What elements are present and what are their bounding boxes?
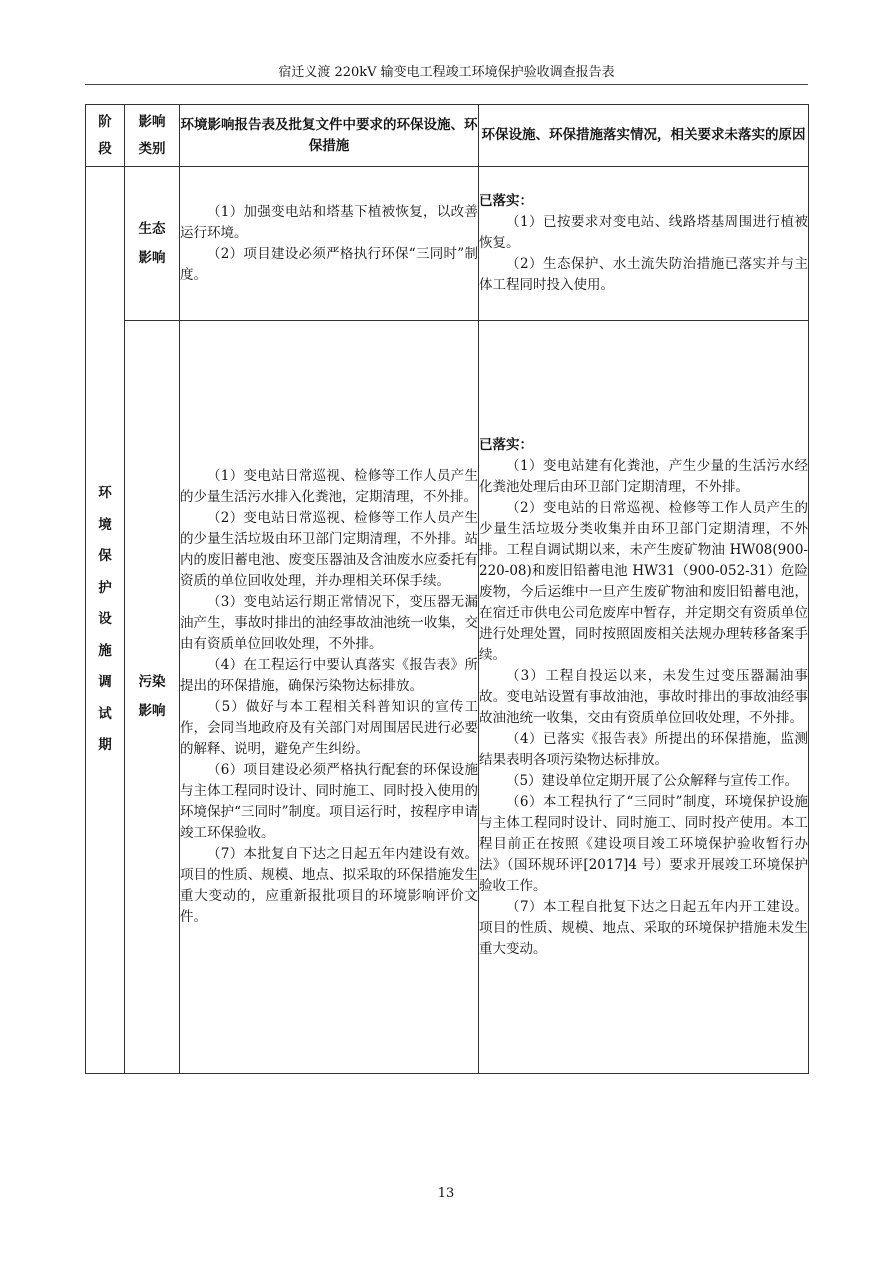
requirement-item: （6）项目建设必须严格执行配套的环保设施与主体工程同时设计、同时施工、同时投入使用的环境保护“三同时”制度。项目运行时，按程序申请竣工环保验收。 [180,762,478,841]
stage-char: 护 [98,579,112,596]
acceptance-table [85,104,809,1074]
impact-type-line: 生态 [138,220,166,237]
requirement-item: （4）在工程运行中要认真落实《报告表》所提出的环保措施，确保污染物达标排放。 [180,657,478,694]
requirement-item: （2）变电站日常巡视、检修等工作人员产生的少量生活垃圾由环卫部门定期清理，不外排。站内的废旧蓄电池、废变压器油及含油废水应委托有资质的单位回收处理，并办理相关环保手续。 [180,510,478,589]
header-requirements: 环境影响报告表及批复文件中要求的环保设施、环保措施 [180,105,479,167]
header-stage-line: 段 [98,140,112,157]
requirements-cell [180,167,479,321]
stage-char: 试 [98,705,112,722]
stage-char: 境 [98,516,112,533]
impact-type-cell [125,321,180,1074]
requirement-item: （3）变电站运行期正常情况下，变压器无漏油产生，事故时排出的油经事故油池统一收集，交由有资质单位回收处理，不外排。 [180,594,478,652]
document-header: 宿迁义渡 220kV 输变电工程竣工环境保护验收调查报告表 [278,65,615,80]
requirement-item: （7）本批复自下达之日起五年内建设有效。项目的性质、规模、地点、拟采取的环保措施发生重大变动的，应重新报批项目的环境影响评价文件。 [180,846,478,925]
requirement-item: （2）项目建设必须严格执行环保“三同时”制度。 [180,245,478,283]
impact-type-line: 影响 [138,703,166,719]
header-implementation: 环保设施、环保措施落实情况，相关要求未落实的原因 [479,105,809,167]
header-type-line: 影响 [138,113,166,130]
table-row-pollution [86,321,809,1074]
table-header-row [86,105,809,167]
header-stage-line: 阶 [98,113,112,130]
stage-char: 调 [98,674,112,691]
requirement-item: （1）加强变电站和塔基下植被恢复，以改善运行环境。 [180,203,478,241]
stage-cell [86,167,125,1074]
stage-char: 保 [98,548,112,565]
stage-char: 期 [98,737,112,754]
requirement-item: （5）做好与本工程相关科普知识的宣传工作，会同当地政府及有关部门对周围居民进行必要的解释、说明，避免产生纠纷。 [180,699,478,757]
impact-type-cell [125,167,180,321]
page-number: 13 [437,1186,455,1201]
requirement-item: （1）变电站日常巡视、检修等工作人员产生的少量生活污水排入化粪池，定期清理，不外排。 [180,468,478,505]
stage-char: 施 [98,642,112,659]
implemented-label: 已落实： [479,193,533,209]
header-type-line: 类别 [138,140,166,157]
implementation-item: （1）变电站建有化粪池，产生少量的生活污水经化粪池处理后由环卫部门定期清理，不外排。 [479,457,808,495]
stage-char: 环 [98,485,112,502]
impact-type-line: 污染 [138,674,166,690]
table-row-ecology [86,167,809,321]
implementation-item: （2）生态保护、水土流失防治措施已落实并与主体工程同时投入使用。 [479,256,808,293]
implementation-cell [479,321,809,1074]
implementation-item: （6）本工程执行了“三同时”制度，环境保护设施与主体工程同时设计、同时施工、同时投产使用。本工程目前正在按照《建设项目竣工环境保护验收暂行办法》（国环规环评[2017]4 号）要求开展竣工环境保护验收工作。 [479,793,808,894]
impact-type-line: 影响 [138,249,166,266]
implementation-item: （5）建设单位定期开展了公众解释与宣传工作。 [506,772,799,789]
header-divider [85,84,808,85]
implementation-cell [479,167,809,321]
implementation-item: （2）变电站的日常巡视、检修等工作人员产生的少量生活垃圾分类收集并由环卫部门定期清理，不外排。工程自调试期以来，未产生废矿物油 HW08(900-220-08)和废旧铅蓄电池 HW31（900-052-31）危险废物，今后运维中一旦产生废矿物油和废旧铅蓄电池，在宿迁市供电公司危废库中暂存，并定期交有资质单位进行处理处置，同时按照固废相关法规办理转移备案手续。 [479,499,808,663]
stage-char: 设 [98,611,112,628]
implementation-item: （7）本工程自批复下达之日起五年内开工建设。项目的性质、规模、地点、采取的环境保护措施未发生重大变动。 [479,898,808,957]
implementation-item: （1）已按要求对变电站、线路塔基周围进行植被恢复。 [479,214,808,251]
implemented-label: 已落实： [479,436,533,453]
header-stage [86,105,125,167]
implementation-item: （4）已落实《报告表》所提出的环保措施，监测结果表明各项污染物达标排放。 [479,730,808,768]
requirements-cell [180,321,479,1074]
implementation-item: （3）工程自投运以来，未发生过变压器漏油事故。变电站设置有事故油池，事故时排出的事故油经事故油池统一收集，交由有资质单位回收处理，不外排。 [479,667,808,726]
header-impact-type [125,105,180,167]
